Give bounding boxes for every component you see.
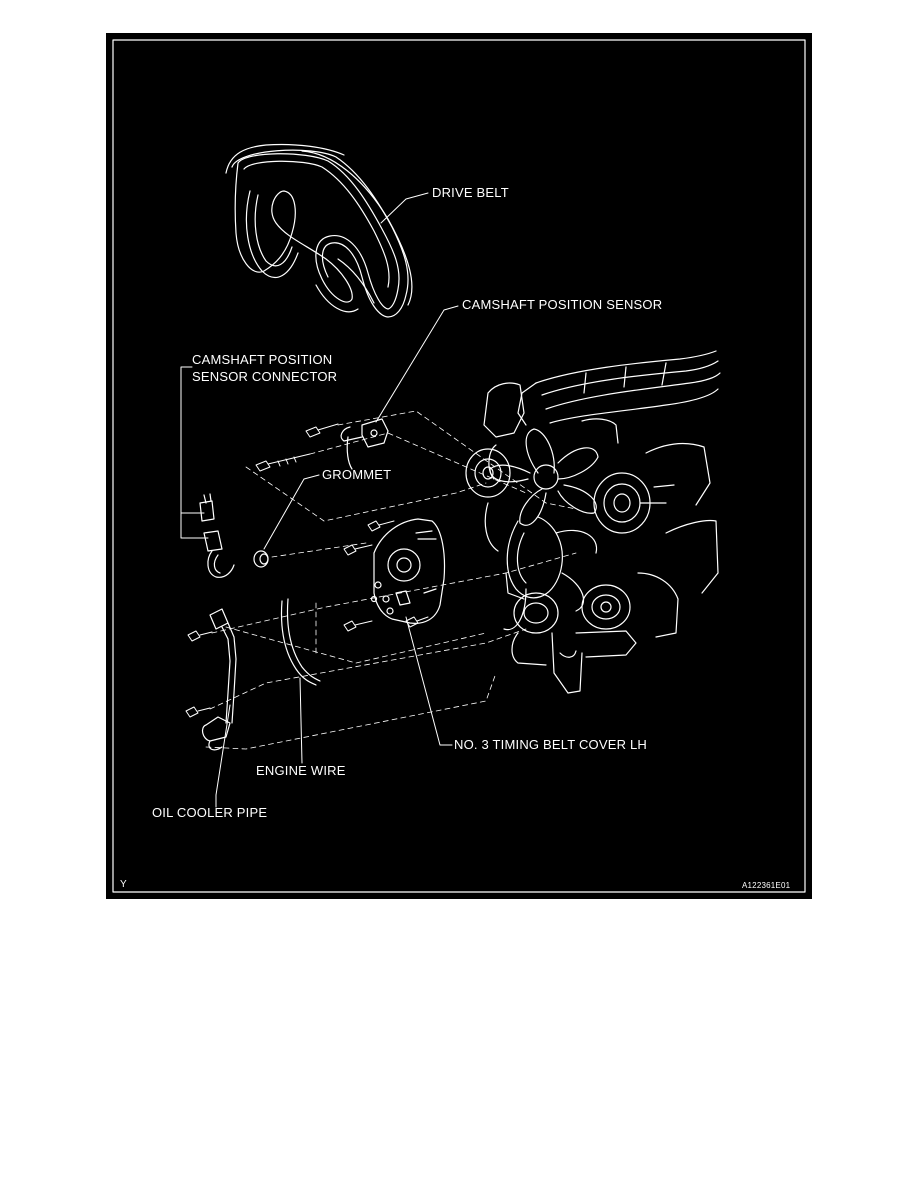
label-grommet: GROMMET (322, 467, 392, 482)
grommet-leader (264, 475, 319, 549)
label-timing-belt-cover: NO. 3 TIMING BELT COVER LH (454, 737, 648, 752)
label-drive-belt: DRIVE BELT (432, 185, 509, 200)
drive-belt-drawing (226, 144, 412, 317)
figure-code: A122361E01 (742, 881, 791, 890)
label-oil-cooler-pipe: OIL COOLER PIPE (152, 805, 268, 820)
figure-frame (113, 40, 805, 892)
sensor-leader (376, 306, 458, 422)
engine-wire-drawing (282, 599, 320, 685)
timing-belt-cover-drawing (372, 519, 445, 623)
alignment-guides (206, 411, 576, 749)
engine-wire-leader (300, 678, 302, 763)
corner-letter: Y (120, 879, 127, 890)
diagram-figure (106, 33, 812, 899)
sensor-connector-drawing (200, 494, 234, 577)
grommet-drawing (254, 551, 268, 567)
label-camshaft-position-sensor: CAMSHAFT POSITION SENSOR (462, 297, 663, 312)
oil-cooler-pipe-leader (216, 705, 230, 807)
timing-cover-leader (406, 617, 452, 745)
label-sensor-connector-line1: CAMSHAFT POSITION (192, 352, 333, 367)
label-sensor-connector-line2: SENSOR CONNECTOR (192, 369, 338, 384)
label-engine-wire: ENGINE WIRE (256, 763, 346, 778)
exploded-view-drawing (106, 33, 812, 899)
connector-bracket (181, 367, 208, 538)
oil-cooler-pipe-drawing (203, 609, 236, 750)
engine-assembly-drawing (466, 351, 720, 693)
sensor-bolts (256, 424, 338, 471)
